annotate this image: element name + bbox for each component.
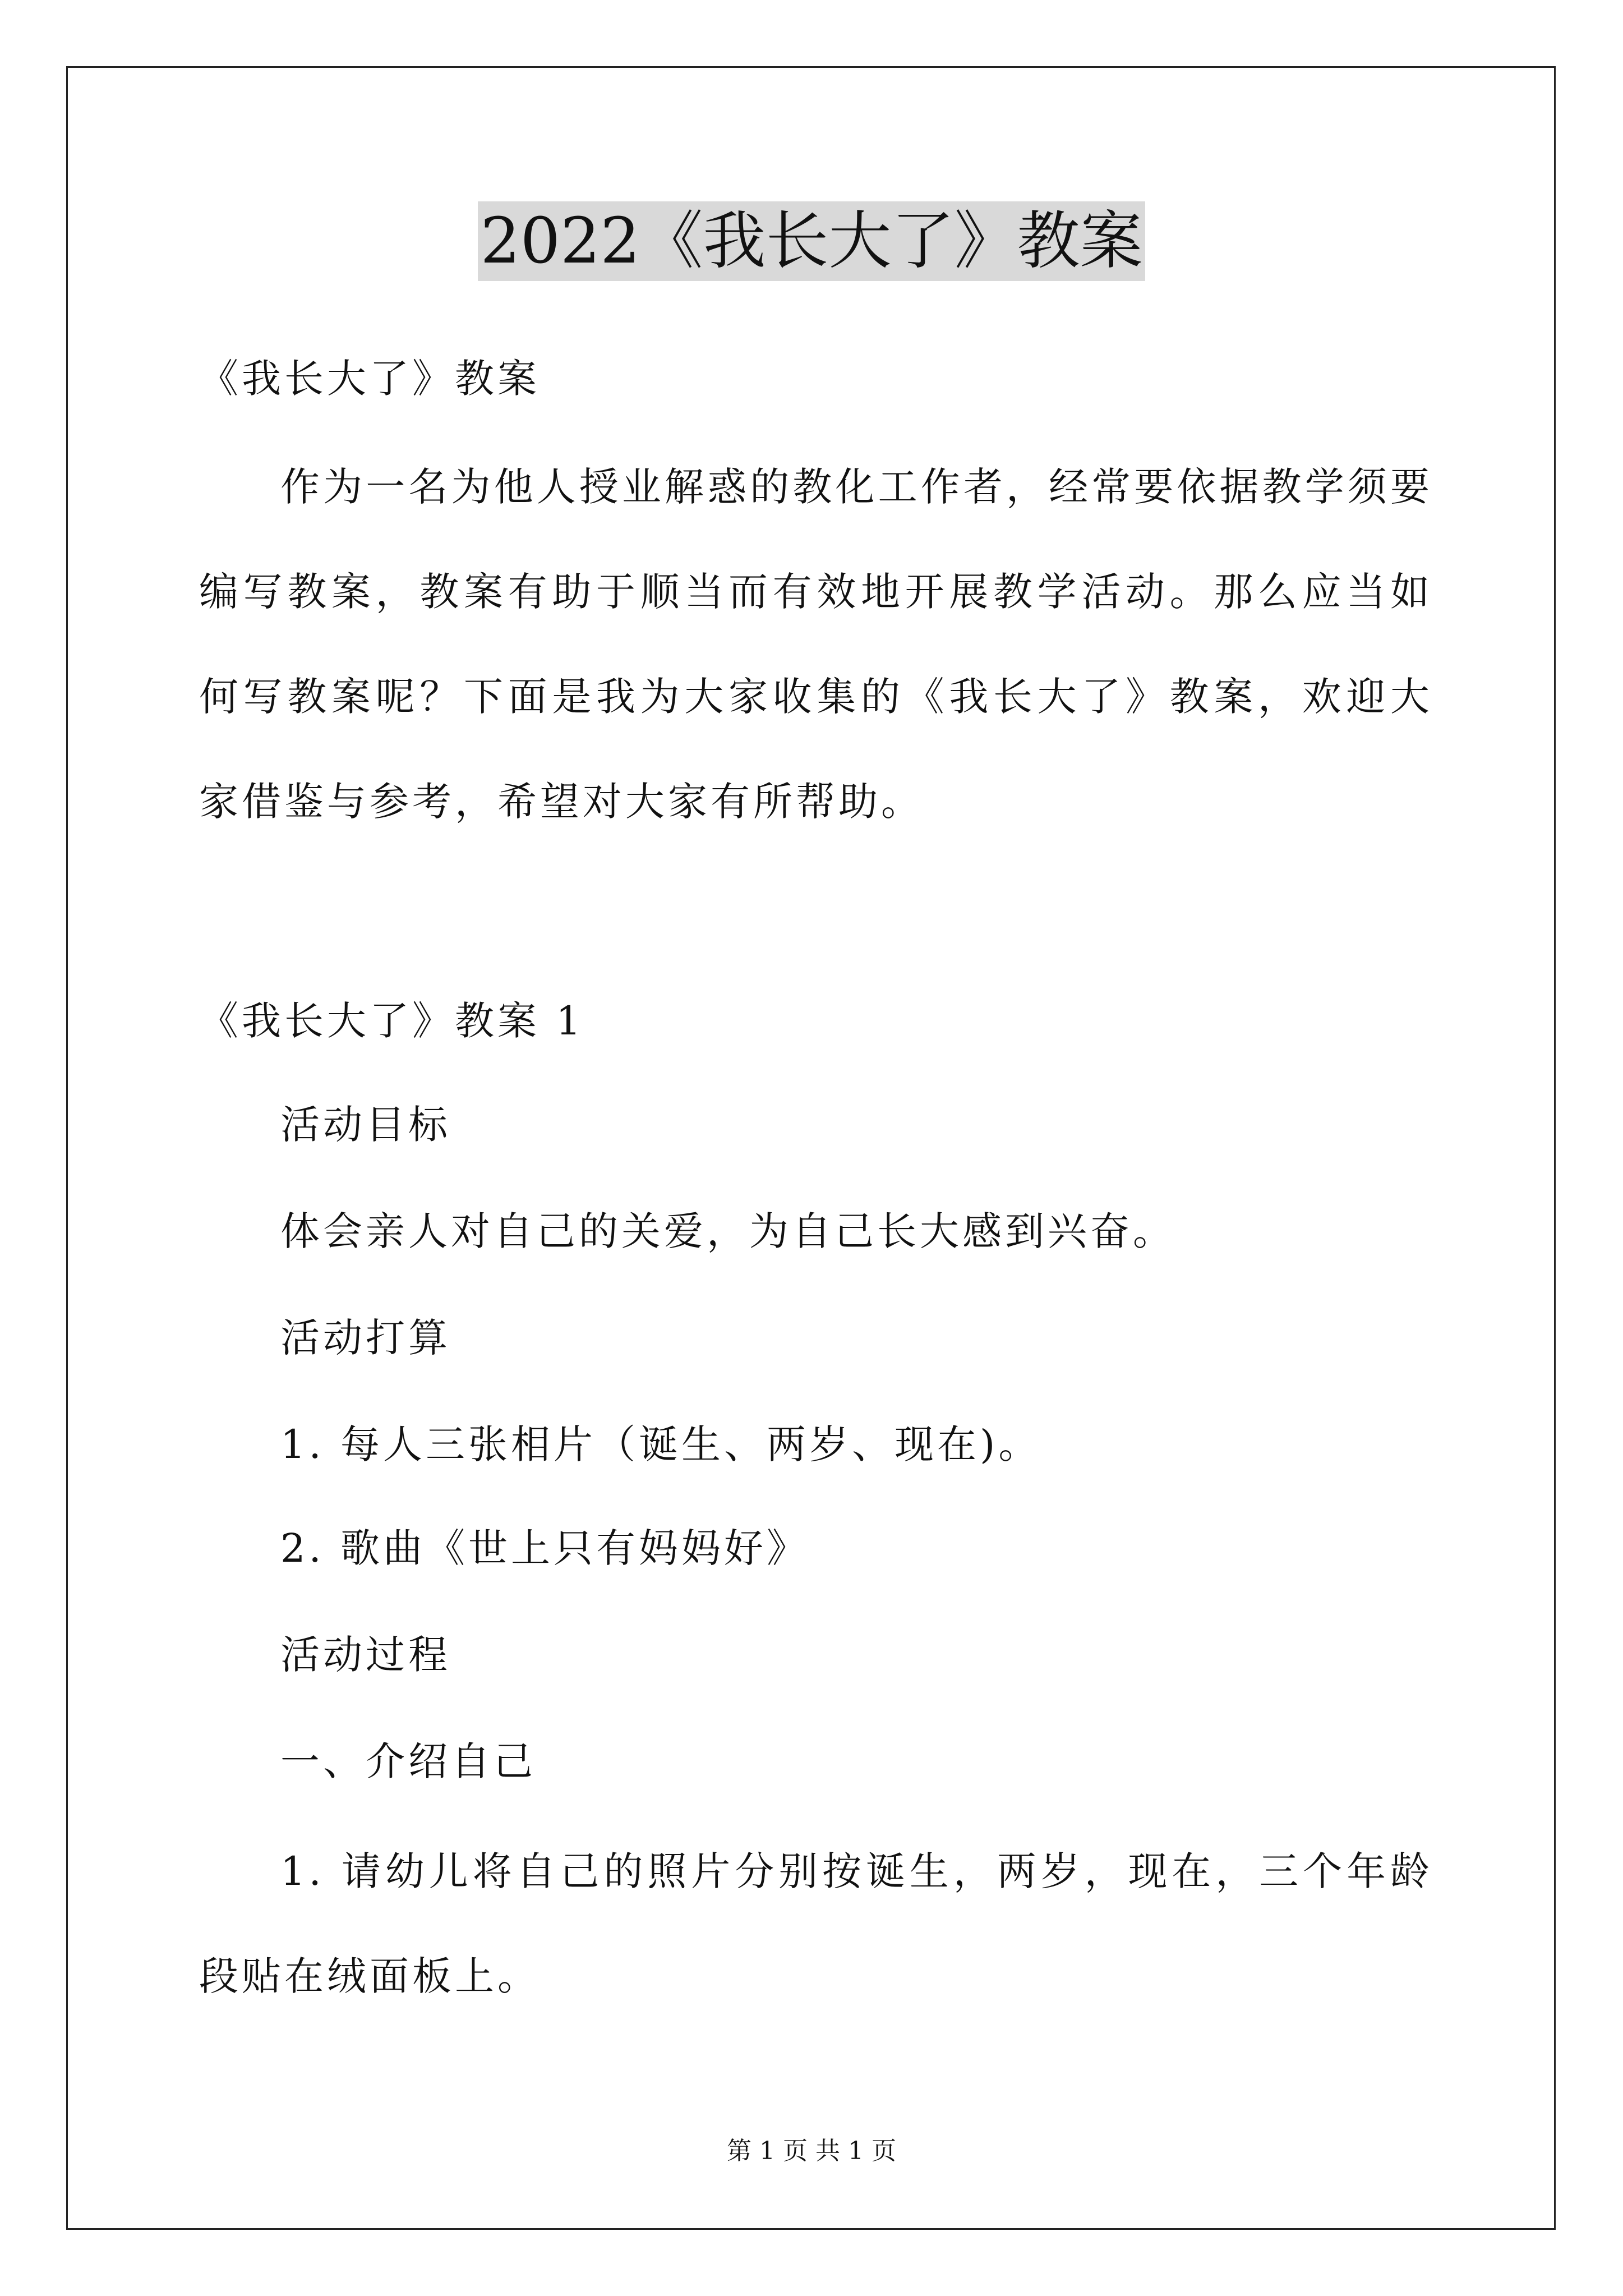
prep-item-2: 2. 歌曲《世上只有妈妈好》 xyxy=(280,1525,810,1571)
prep-item-1: 1. 每人三张相片（诞生、两岁、现在)。 xyxy=(280,1421,1041,1467)
goal-text: 体会亲人对自己的关爱，为自己长大感到兴奋。 xyxy=(280,1208,1175,1254)
goal-heading: 活动目标 xyxy=(280,1102,451,1148)
document-title xyxy=(0,202,1623,280)
step1-item-1: 1. 请幼儿将自己的照片分别按诞生，两岁，现在，三个年龄段贴在绒面板上。 xyxy=(199,1848,1433,1999)
title-text: 2022《我长大了》教案 xyxy=(478,201,1145,281)
step1-heading: 一、介绍自己 xyxy=(280,1738,536,1784)
prep-heading: 活动打算 xyxy=(280,1315,451,1361)
subtitle: 《我长大了》教案 xyxy=(199,356,540,402)
section-heading: 《我长大了》教案 1 xyxy=(199,998,584,1044)
page-footer: 第 1 页 共 1 页 xyxy=(727,2137,896,2165)
intro-paragraph: 作为一名为他人授业解惑的教化工作者，经常要依据教学须要编写教案，教案有助于顺当而有效地开展教学活动。那么应当如何写教案呢？下面是我为大家收集的《我长大了》教案，欢迎大家借鉴与参考，希望对大家有所帮助。 xyxy=(199,464,1433,825)
process-heading: 活动过程 xyxy=(280,1632,451,1678)
